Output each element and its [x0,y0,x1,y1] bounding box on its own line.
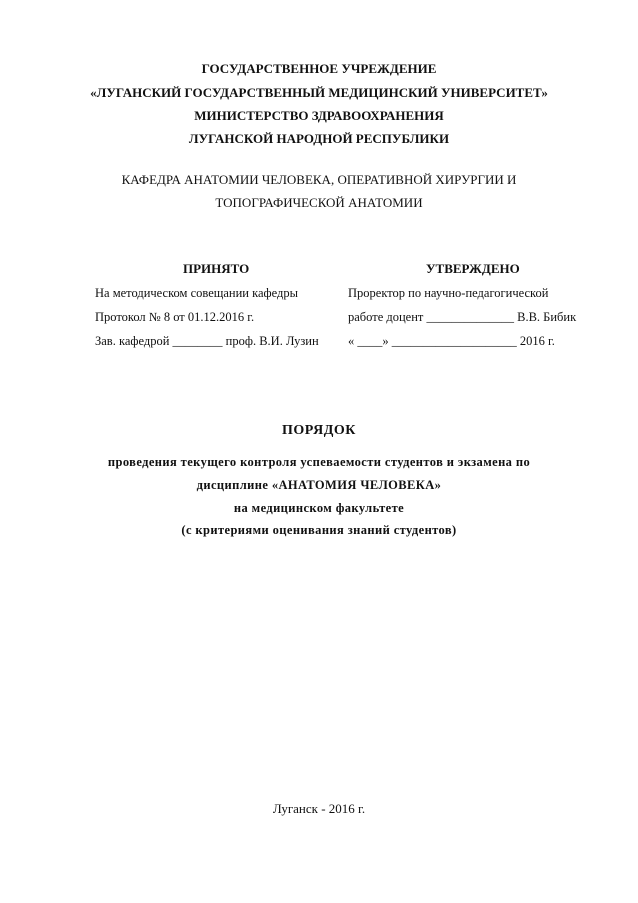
approved-line-1: Проректор по научно-педагогической [348,286,549,300]
document-subtitle-line-2: дисциплине «АНАТОМИЯ ЧЕЛОВЕКА» [196,478,442,492]
accepted-line-1: На методическом совещании кафедры [95,286,299,300]
document-title: ПОРЯДОК [282,423,356,438]
department-line-2: ТОПОГРАФИЧЕСКОЙ АНАТОМИИ [215,195,423,210]
accepted-heading: ПРИНЯТО [183,261,250,276]
document-subtitle-line-1: проведения текущего контроля успеваемости студентов и экзамена по [107,455,531,469]
approved-line-3: « ____» ____________________ 2016 г. [348,334,555,348]
approved-heading: УТВЕРЖДЕНО [426,261,520,276]
institution-line-1: ГОСУДАРСТВЕННОЕ УЧРЕЖДЕНИЕ [201,61,437,76]
place-and-year: Луганск - 2016 г. [272,801,366,816]
institution-line-4: ЛУГАНСКОЙ НАРОДНОЙ РЕСПУБЛИКИ [188,131,450,146]
accepted-line-3: Зав. кафедрой ________ проф. В.И. Лузин [95,334,319,348]
document-subtitle-line-4: (с критериями оценивания знаний студентов) [181,523,457,537]
document-subtitle-line-3: на медицинском факультете [233,501,405,515]
department-line-1: КАФЕДРА АНАТОМИИ ЧЕЛОВЕКА, ОПЕРАТИВНОЙ ХИРУРГИИ И [121,172,517,187]
institution-line-2: «ЛУГАНСКИЙ ГОСУДАРСТВЕННЫЙ МЕДИЦИНСКИЙ УНИВЕРСИТЕТ» [90,85,548,100]
approved-line-2: работе доцент ______________ В.В. Бибик [348,310,577,324]
institution-line-3: МИНИСТЕРСТВО ЗДРАВООХРАНЕНИЯ [194,108,444,123]
accepted-line-2: Протокол № 8 от 01.12.2016 г. [95,310,255,324]
